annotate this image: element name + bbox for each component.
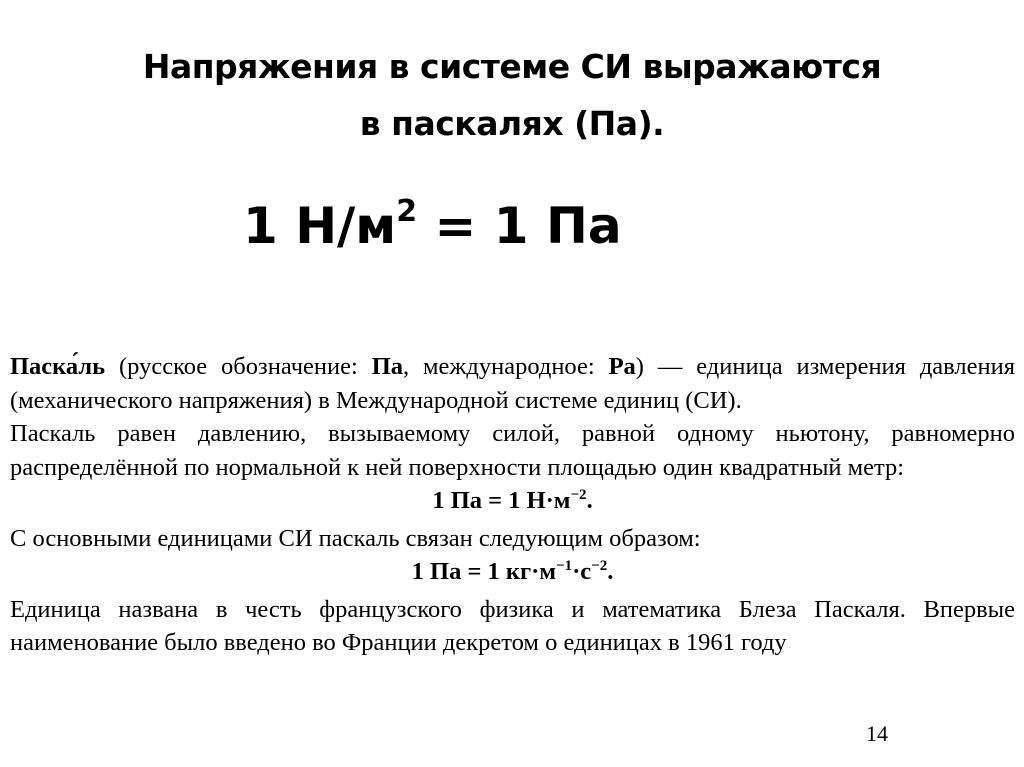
formula-exponent: 2 — [396, 194, 418, 229]
equation-1 — [10, 484, 1015, 522]
title-line-2: в паскалях (Па). — [359, 104, 665, 143]
equation-2-text-1: 1 Па = 1 кг·м — [411, 558, 557, 585]
international-symbol: Pa — [608, 353, 636, 380]
definition-paragraph — [10, 350, 1015, 417]
slide-title — [0, 38, 1024, 152]
formula-right: = 1 Па — [417, 197, 622, 255]
definition-part-1: (русское обозначение: — [105, 353, 372, 380]
equation-1-exponent: −2 — [570, 487, 587, 503]
pascal-definition-paragraph: Паскаль равен давлению, вызываемому силой, равной одному ньютону, равномерно распределённой по нормальной к ней поверхности площадью один квадратный метр: — [10, 420, 1015, 481]
page-number: 14 — [866, 721, 888, 746]
equation-1-end: . — [586, 487, 593, 514]
definition-part-2: , международное: — [403, 353, 609, 380]
title-line-1: Напряжения в системе СИ выражаются — [142, 47, 882, 86]
equation-2-exponent-1: −1 — [556, 558, 573, 574]
body-text — [10, 350, 1015, 660]
definition-part-3: ) — единица измерения давления (механического напряжения) в Международной системе единиц (СИ). — [10, 353, 1016, 414]
equation-1-text: 1 Па = 1 Н·м — [432, 487, 571, 514]
russian-symbol: Па — [371, 353, 404, 380]
formula-left: 1 Н/м — [243, 197, 397, 255]
history-paragraph: Единица названа в честь французского физика и математика Блеза Паскаля. Впервые наименование было введено во Франции декретом о единицах в 1961 году — [10, 595, 1015, 656]
equation-2 — [10, 555, 1015, 593]
equation-2-exponent-2: −2 — [591, 558, 608, 574]
main-formula — [243, 186, 843, 274]
equation-2-end: . — [607, 558, 614, 585]
equation-2-text-2: ·с — [572, 558, 592, 585]
base-units-paragraph: С основными единицами СИ паскаль связан следующим образом: — [10, 524, 701, 552]
term-pascal: Паска́ль — [10, 353, 106, 380]
